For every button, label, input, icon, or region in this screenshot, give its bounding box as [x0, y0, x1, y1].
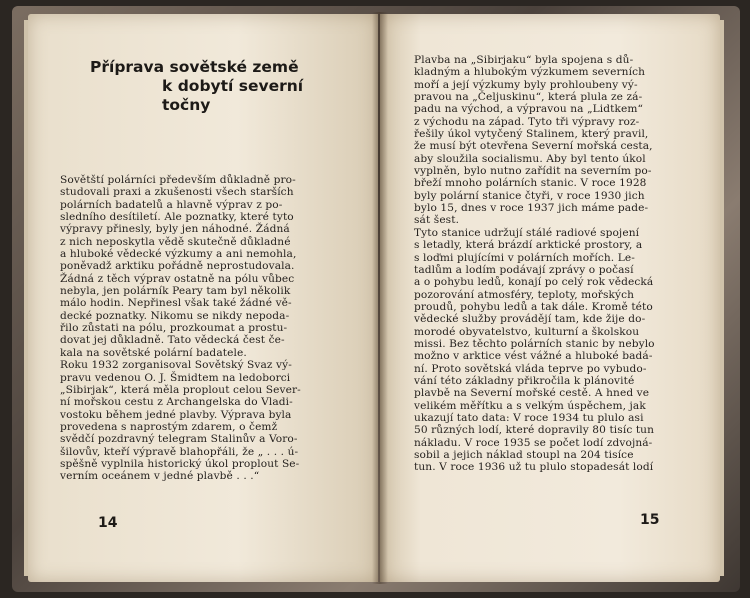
text-line: z východu na západ. Tyto tři výpravy roz-: [414, 115, 640, 128]
text-line: pravou na „Čeljuskinu“, která plula ze zá-: [414, 91, 643, 104]
chapter-title-line-2: k dobytí severní točny: [162, 77, 304, 114]
text-line: kala na sovětské polární badatele.: [60, 346, 247, 359]
page-number-left: 14: [98, 515, 118, 531]
text-line: s letadly, která brázdí arktické prostory, a: [414, 239, 643, 252]
text-line: sobil a jejich náklad stoupl na 204 tisíce: [414, 449, 634, 461]
text-line: vání této základny přikročila k plánovité: [414, 374, 635, 387]
text-line: spěšně vyplnila historický úkol proplout Se-: [60, 457, 300, 470]
text-line: sledního desítiletí. Ale poznatky, které tyto: [60, 211, 294, 224]
chapter-title: [52, 58, 352, 115]
text-line: bylo 15, dnes v roce 1937 jich máme pade-: [414, 202, 649, 215]
text-line: s loďmi plujícími v polárních mořích. Le-: [414, 251, 635, 264]
text-line: málo hodin. Nepřinesl však také žádné vě-: [60, 297, 292, 310]
text-line: a o pohybu ledů, konají po celý rok vědecká: [414, 276, 654, 289]
text-line: Tyto stanice udržují stálé radiové spojení: [414, 226, 640, 239]
text-line: verním oceánem v jedné plavbě . . .“: [60, 470, 260, 483]
text-line: provedena s naprostým zdarem, o čemž: [60, 420, 278, 433]
text-line: břeží mnoho polárních stanic. V roce 1928: [414, 177, 647, 190]
text-line: tun. V roce 1936 už tu plulo stopadesát lodí: [414, 461, 654, 474]
text-line: pozorování atmosféry, teploty, mořských: [414, 288, 635, 301]
chapter-title-line-1: Příprava sovětské země: [90, 58, 299, 76]
text-line: kladným a hlubokým výzkumem severních: [414, 66, 646, 79]
text-line: byly polární stanice čtyři, v roce 1930 jich: [414, 189, 645, 202]
left-page-text: [60, 174, 348, 483]
text-line: Žádná z těch výprav ostatně na pólu vůbec: [60, 272, 295, 285]
text-line: velikém měřítku a s velkým úspěchem, jak: [414, 399, 646, 412]
text-line: Plavba na „Sibirjaku“ byla spojena s dů-: [414, 54, 634, 66]
text-line: morodé obyvatelstvo, kulturní a školskou: [414, 325, 640, 338]
text-line: ukazují tato data: V roce 1934 tu plulo asi: [414, 411, 644, 424]
text-line: a hluboké vědecké výzkumy a ani nemohla,: [60, 248, 297, 261]
text-line: ní mořskou cestu z Archangelska do Vladi-: [60, 396, 293, 409]
text-line: vostoku během jedné plavby. Výprava byla: [60, 408, 292, 421]
text-line: možno v arktice vést vážné a hluboké badá-: [414, 350, 653, 363]
text-line: nebyla, jen polárník Peary tam byl několik: [60, 285, 291, 298]
text-line: výpravy přinesly, byly jen náhodné. Žádná: [60, 223, 290, 236]
text-line: aby sloužila socialismu. Aby byl tento úkol: [414, 152, 646, 165]
text-line: z nich neposkytla vědě skutečně důkladné: [60, 235, 291, 248]
text-line: 50 různých lodí, které dopravily 80 tisíc tun: [414, 424, 655, 437]
text-line: řešily úkol vytyčený Stalinem, který pravil,: [414, 128, 649, 141]
text-line: sát šest.: [414, 214, 460, 227]
text-line: polárních badatelů a hlavně výprav z po-: [60, 198, 283, 211]
text-line: moří a její výzkumy byly prohloubeny vý-: [414, 78, 638, 91]
text-line: nákladu. V roce 1935 se počet lodí zdvojná-: [414, 436, 653, 449]
text-line: padu na východ, a výpravou na „Lidtkem“: [414, 103, 644, 116]
text-line: že musí být otevřena Severní mořská cesta,: [414, 140, 653, 153]
text-line: „Sibirjak“, která měla proplout celou Sever-: [60, 383, 301, 396]
text-line: řilo zůstati na pólu, prozkoumat a prostu-: [60, 322, 288, 335]
page-number-right: 15: [640, 512, 660, 528]
right-page-text: [414, 54, 712, 474]
text-line: ní. Proto sovětská vláda teprve po vybudo-: [414, 362, 647, 375]
text-line: Sovětští polárníci především důkladně pro-: [60, 174, 296, 186]
text-line: proudů, pohybu ledů a tak dále. Kromě této: [414, 300, 653, 313]
text-line: poněvadž arktiku pořádně neprostudovala.: [60, 260, 295, 273]
text-line: vědecké služby provádějí tam, kde žije do-: [414, 313, 646, 326]
text-line: Roku 1932 zorganisoval Sovětský Svaz vý-: [60, 359, 292, 372]
page-edge-right: [720, 20, 724, 576]
text-line: studovali praxi a zkušenosti všech starších: [60, 186, 294, 199]
text-line: šilovův, kteří výpravě blahopřáli, že „ . . . ú-: [60, 445, 299, 458]
text-line: vyplněn, bylo nutno zařídit na severním po-: [414, 165, 652, 178]
text-line: pravu vedenou O. J. Šmidtem na ledoborci: [60, 371, 291, 384]
text-line: plavbě na Severní mořské cestě. A hned ve: [414, 387, 650, 400]
text-line: tadlům a lodím podávají zprávy o počasí: [414, 263, 634, 276]
text-line: missi. Bez těchto polárních stanic by nebylo: [414, 337, 655, 350]
book-gutter: [372, 12, 388, 584]
text-line: decké poznatky. Nikomu se nikdy nepoda-: [60, 309, 290, 322]
text-line: svědčí pozdravný telegram Stalinův a Voro-: [60, 433, 298, 446]
text-line: dovat jej důkladně. Tato vědecká čest če-: [60, 334, 285, 347]
